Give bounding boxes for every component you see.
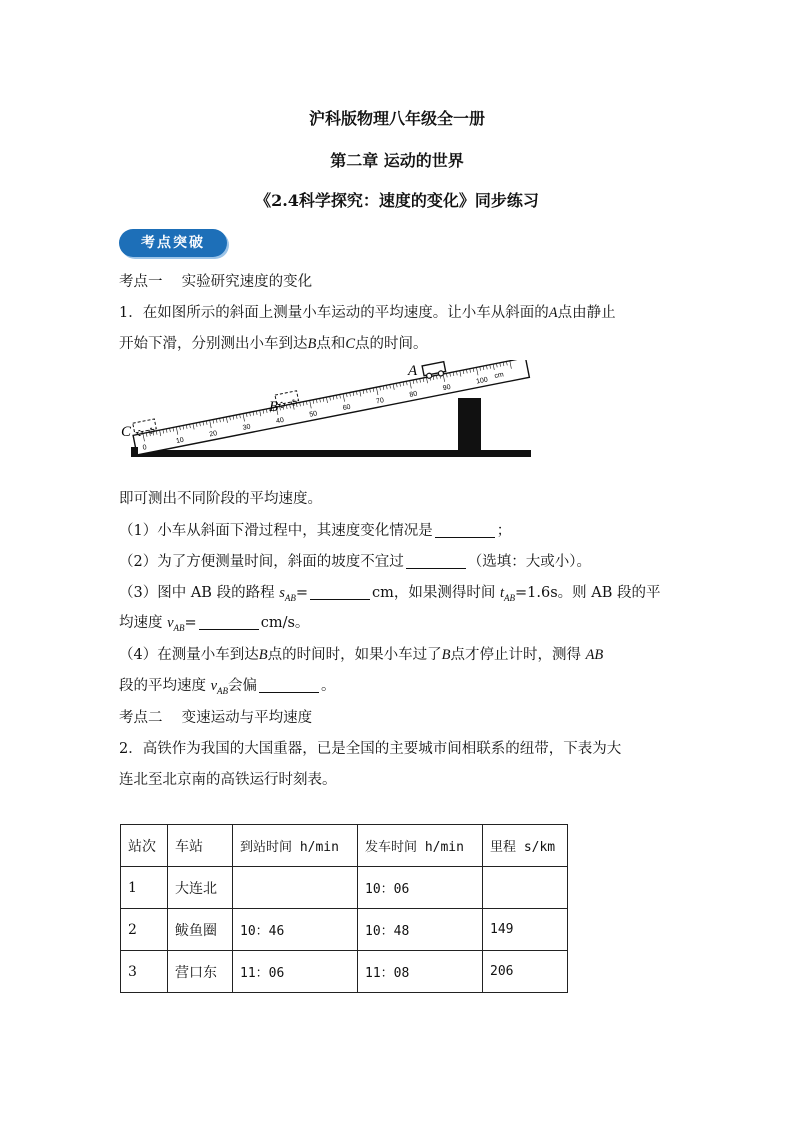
point1-heading: 考点一 实验研究速度的变化 [119,274,313,290]
answer-blank-5[interactable] [259,678,319,693]
table-row [121,867,568,909]
table-row [121,909,568,951]
after-figure-text: 即可测出不同阶段的平均速度。 [119,491,322,507]
table-cell: 10：06 [358,867,483,909]
sub-question-4-line2: 段的平均速度 $v_{AB}$会偏 。 [119,678,336,696]
answer-blank-3[interactable] [310,585,370,600]
answer-blank-4[interactable] [199,615,259,630]
sub-question-1: （1）小车从斜面下滑过程中，其速度变化情况是 ； [119,523,512,539]
label-c: C [121,424,132,440]
table-cell: 11：08 [358,951,483,993]
header-cell: 车站 [168,825,233,867]
table-cell: 鲅鱼圈 [168,909,233,951]
table-cell: 大连北 [168,867,233,909]
question1-line1: 1．在如图所示的斜面上测量小车运动的平均速度。让小车从斜面的A点由静止 [119,305,616,321]
ruler-tick-label: 10 [175,436,185,446]
key-points-badge: 考点突破 [119,229,227,257]
header-cell: 发车时间 h/min [358,825,483,867]
sub-question-3-line2: 均速度 $v_{AB}= cm/s$。 [119,615,310,633]
question1-line2: 开始下滑，分别测出小车到达B点和C点的时间。 [119,336,428,352]
header-cell: 到站时间 h/min [233,825,358,867]
table-cell: 3 [121,951,168,993]
table-cell: 149 [483,909,568,951]
ruler-tick-label: 60 [342,403,352,413]
question2-line2: 连北至北京南的高铁运行时刻表。 [119,772,337,788]
table-cell: 营口东 [168,951,233,993]
end-stopper [131,447,138,457]
table-cell: 206 [483,951,568,993]
table-cell [483,867,568,909]
point2-heading: 考点二 变速运动与平均速度 [119,710,313,726]
ruler-tick-label: 40 [275,416,285,426]
header-cell: 站次 [121,825,168,867]
table-cell [233,867,358,909]
question2-line1: 2．高铁作为我国的大国重器，已是全国的主要城市间相联系的纽带，下表为大 [119,741,622,757]
ruler-tick-label: 50 [308,410,318,419]
ruler-tick-label: 30 [242,423,252,432]
table-cell: 10：48 [358,909,483,951]
label-b: B [269,399,279,415]
table-cell: 1 [121,867,168,909]
unit-label: cm [493,371,505,380]
table-header-row [121,825,568,867]
ruler-tick-label: 0 [142,444,148,452]
incline-diagram [119,360,539,475]
book-title: 沪科版物理八年级全一册 [308,109,485,128]
ruler-tick-label: 70 [375,397,385,406]
table-row [121,951,568,993]
label-a: A [408,363,418,379]
support-post [458,398,481,452]
ruler-tick-label: 80 [408,390,418,399]
ruler-tick-label: 90 [442,383,452,393]
table-cell: 10：46 [233,909,358,951]
chapter-title: 第二章 运动的世界 [330,151,464,170]
section-title: 《2.4科学探究：速度的变化》同步练习 [255,191,539,210]
answer-blank-2[interactable] [406,554,466,569]
sub-question-2: （2）为了方便测量时间，斜面的坡度不宜过 （选填：大或小）。 [119,554,591,570]
header-cell: 里程 s/km [483,825,568,867]
ruler-tick-label: 100 [475,376,489,386]
timetable [120,824,568,993]
table-cell: 2 [121,909,168,951]
sub-question-3-line1: （3）图中 AB 段的路程 $s_{AB}=$ cm，如果测得时间 $t_{AB}=1.6s$。则 AB 段的平 [119,585,661,603]
answer-blank-1[interactable] [435,523,495,538]
table-cell: 11：06 [233,951,358,993]
ruler-tick-label: 20 [208,430,218,439]
sub-question-4-line1: （4）在测量小车到达B点的时间时，如果小车过了B点才停止计时，测得 AB [119,647,604,663]
